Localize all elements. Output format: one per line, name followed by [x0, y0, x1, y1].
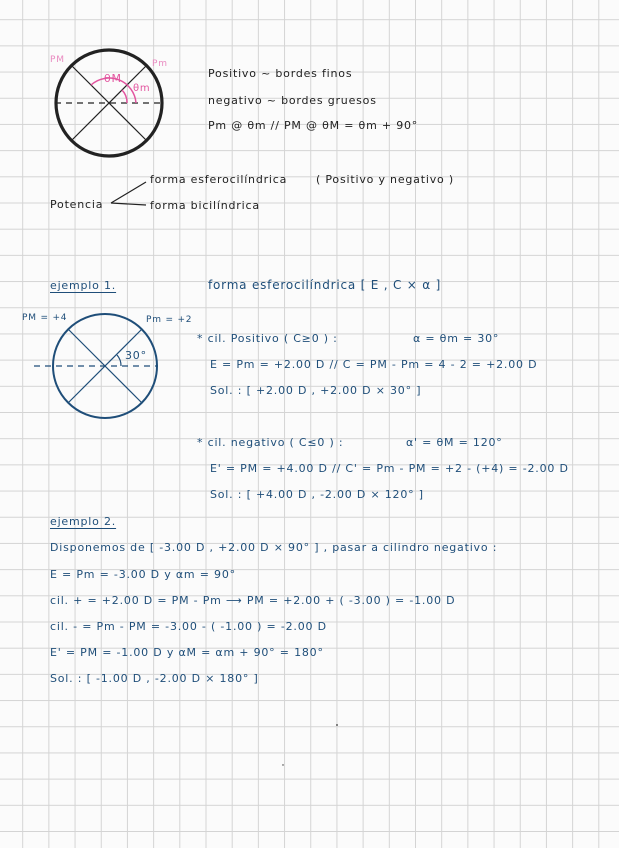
diagram-2-label-pm-minor: Pm = +2 — [146, 315, 193, 325]
diagram-1-angle-arc-small — [122, 90, 127, 103]
example-1-negative-header: * cil. negativo ( C≤0 ) : — [197, 436, 344, 449]
diagram-2 — [34, 314, 158, 418]
diagram-2-label-pm-major: PM = +4 — [22, 313, 68, 323]
example-1-title: forma esferocilíndrica [ E , C × α ] — [208, 278, 442, 292]
potencia-option-bicilindrica: forma bicilíndrica — [150, 199, 260, 212]
potencia-option-esferocilindrica: forma esferocilíndrica — [150, 173, 288, 186]
example-1-positive-values: E = Pm = +2.00 D // C = PM - Pm = 4 - 2 = +2.00 D — [210, 358, 538, 371]
example-2-line-esfera-nueva: E' = PM = -1.00 D y αM = αm + 90° = 180° — [50, 646, 324, 659]
axis-relation: Pm @ θm // PM @ θM = θm + 90° — [208, 119, 419, 132]
example-1-negative-values: E' = PM = +4.00 D // C' = Pm - PM = +2 - (+4) = -2.00 D — [210, 462, 569, 475]
negative-note: negativo ~ bordes gruesos — [208, 94, 377, 107]
diagram-1-theta-minor: θm — [133, 83, 151, 94]
example-1-positive-solution: Sol. : [ +2.00 D , +2.00 D × 30° ] — [210, 384, 422, 397]
diagram-1 — [55, 50, 162, 156]
example-1-negative-alpha: α' = θM = 120° — [406, 436, 503, 449]
example-1-positive-header: * cil. Positivo ( C≥0 ) : — [197, 332, 338, 345]
example-2-line-cil-positivo: cil. + = +2.00 D = PM - Pm ⟶ PM = +2.00 + ( -3.00 ) = -1.00 D — [50, 594, 456, 607]
diagram-2-angle-arc — [117, 355, 121, 366]
example-1-negative-solution: Sol. : [ +4.00 D , -2.00 D × 120° ] — [210, 488, 424, 501]
positive-note: Positivo ~ bordes finos — [208, 67, 353, 80]
example-2-solution: Sol. : [ -1.00 D , -2.00 D × 180° ] — [50, 672, 259, 685]
stray-dot — [282, 764, 283, 765]
diagram-1-theta-major: θM — [104, 72, 122, 85]
stray-dot — [336, 724, 338, 726]
diagram-1-label-pm-minor: Pm — [152, 59, 168, 69]
potencia-note: ( Positivo y negativo ) — [316, 173, 454, 186]
potencia-bracket — [111, 182, 146, 205]
diagram-2-angle: 30° — [125, 349, 147, 362]
example-1-positive-alpha: α = θm = 30° — [413, 332, 500, 345]
example-2-heading: ejemplo 2. — [50, 515, 117, 528]
diagram-1-label-pm-major: PM — [50, 55, 65, 65]
example-2-line-cil-negativo: cil. - = Pm - PM = -3.00 - ( -1.00 ) = -2.00 D — [50, 620, 327, 633]
example-2-statement: Disponemos de [ -3.00 D , +2.00 D × 90° ] , pasar a cilindro negativo : — [50, 541, 498, 554]
example-2-line-esfera: E = Pm = -3.00 D y αm = 90° — [50, 568, 236, 581]
potencia-label: Potencia — [50, 198, 104, 211]
example-1-heading: ejemplo 1. — [50, 279, 117, 292]
